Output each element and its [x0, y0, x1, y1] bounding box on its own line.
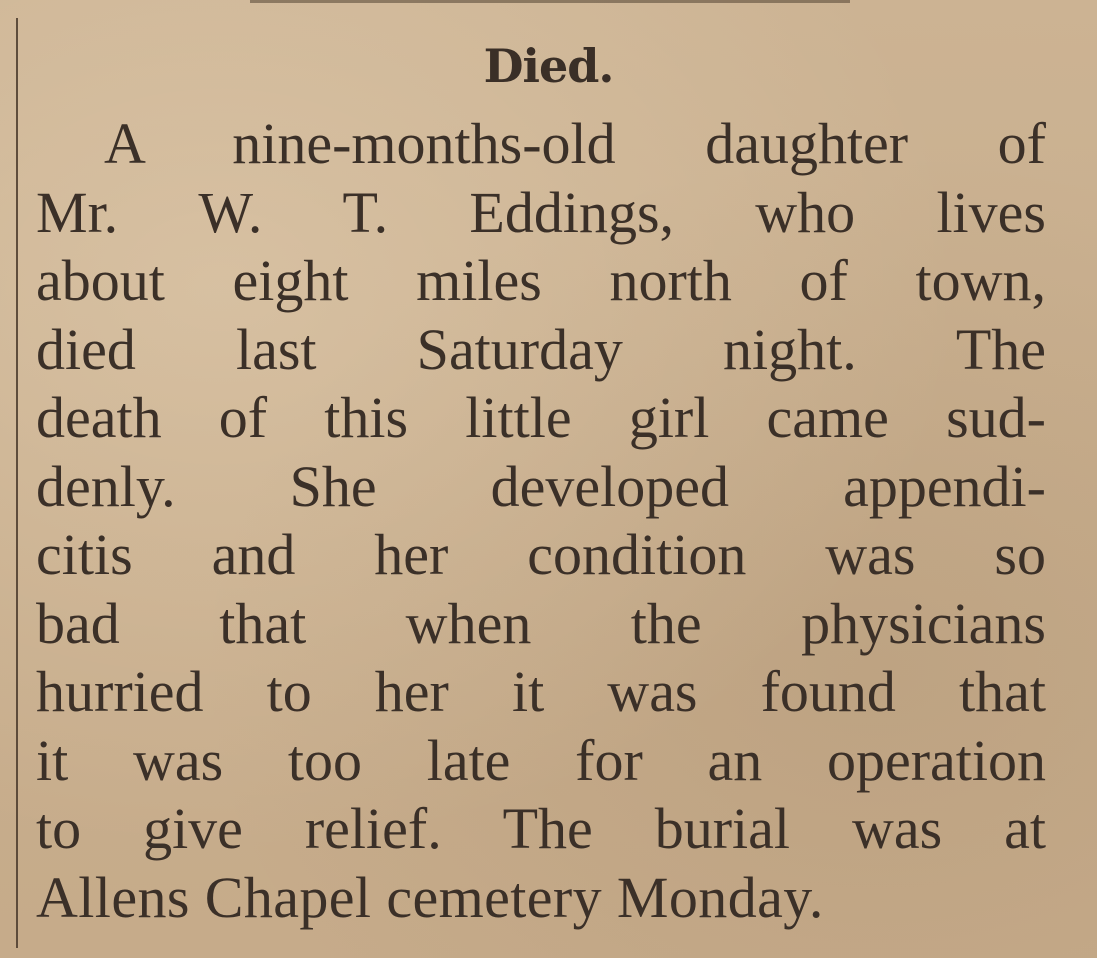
article-line: citis and her condition was so	[36, 522, 1046, 587]
clipping-top-edge	[250, 0, 850, 3]
article-line: about eight miles north of town,	[36, 248, 1046, 313]
article-line: A nine-months-old daughter of	[104, 111, 1046, 176]
column-rule	[16, 18, 18, 948]
article-line: Mr. W. T. Eddings, who lives	[36, 179, 1046, 245]
article-line: bad that when the physicians	[36, 590, 1046, 656]
article-line: to give relief. The burial was at	[36, 796, 1046, 861]
article-line: Allens Chapel cemetery Monday.	[36, 864, 824, 930]
article-line: hurried to her it was found that	[36, 659, 1046, 724]
article-line: died last Saturday night. The	[36, 316, 1046, 382]
article-heading: Died.	[483, 39, 614, 93]
article-body	[36, 110, 1046, 932]
article-line: denly. She developed appendi-	[36, 453, 1046, 519]
article-line: death of this little girl came sud-	[36, 385, 1046, 450]
article-line: it was too late for an operation	[36, 727, 1046, 793]
